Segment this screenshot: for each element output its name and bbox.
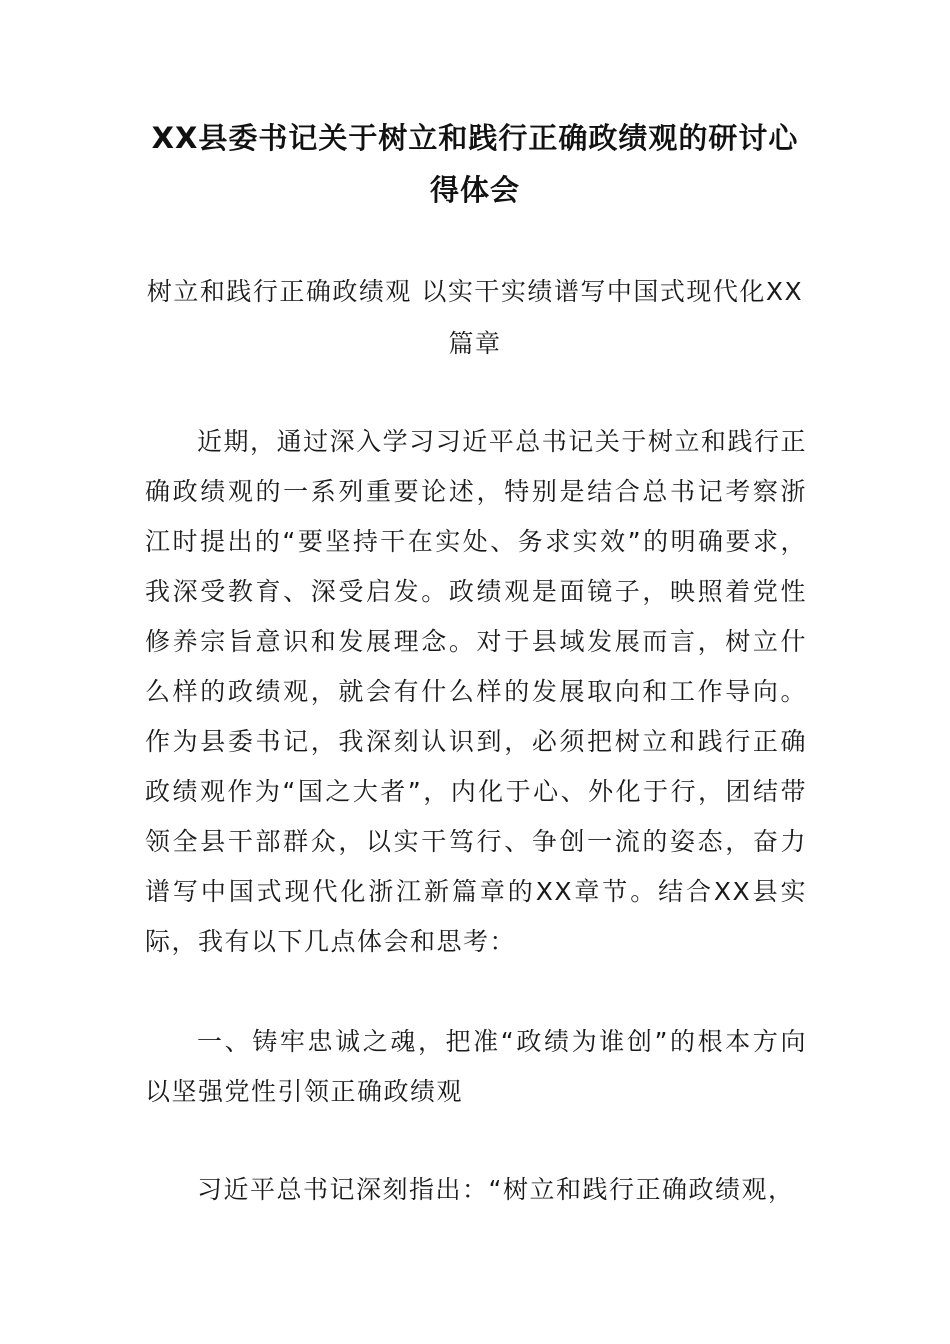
body-paragraph-2: 习近平总书记深刻指出：“树立和践行正确政绩观， bbox=[197, 1175, 795, 1204]
document-subtitle: 树立和践行正确政绩观 以实干实绩谱写中国式现代化XX篇章 bbox=[146, 277, 804, 358]
section-heading-1: 一、铸牢忠诚之魂，把准“政绩为谁创”的根本方向以坚强党性引领正确政绩观 bbox=[145, 1027, 807, 1106]
document-title: XX县委书记关于树立和践行正确政绩观的研讨心得体会 bbox=[151, 121, 799, 207]
intro-paragraph: 近期，通过深入学习习近平总书记关于树立和践行正确政绩观的一系列重要论述，特别是结合总书记考察浙江时提出的“要坚持干在实处、务求实效”的明确要求，我深受教育、深受启发。政绩观是面镜子，映照着党性修养宗旨意识和发展理念。对于县域发展而言，树立什么样的政绩观，就会有什么样的发展取向和工作导向。作为县委书记，我深刻认识到，必须把树立和践行正确政绩观作为“国之大者”，内化于心、外化于行，团结带领全县干部群众，以实干笃行、争创一流的姿态，奋力谱写中国式现代化浙江新篇章的XX章节。结合XX县实际，我有以下几点体会和思考： bbox=[145, 427, 807, 956]
